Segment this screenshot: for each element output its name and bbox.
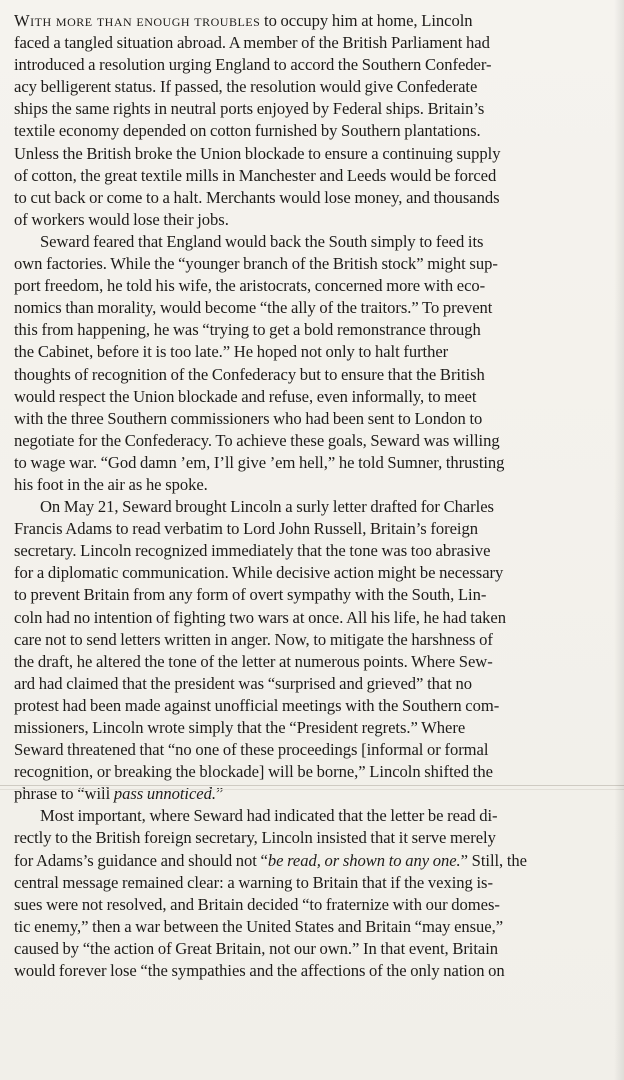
italic-run: be read, or shown to any one. — [267, 850, 461, 870]
text-line: with the three Southern commissioners who had been sent to London to — [14, 408, 483, 428]
text-run: ” — [215, 784, 224, 804]
text-line: this from happening, he was “trying to get a bold remonstrance through — [14, 320, 481, 340]
text-line: Most important, where Seward had indicated that the letter be read di- — [40, 806, 498, 826]
small-caps-lead-in: With more than enough troubles — [14, 11, 261, 30]
text-line: would respect the Union blockade and refuse, even informally, to meet — [14, 386, 477, 406]
text-line: On May 21, Seward brought Lincoln a surly letter drafted for Charles — [40, 497, 494, 517]
text-line: his foot in the air as he spoke. — [14, 474, 208, 494]
text-line: faced a tangled situation abroad. A member of the British Parliament had — [14, 33, 490, 53]
text-line: care not to send letters written in anger. Now, to mitigate the harshness of — [14, 629, 493, 649]
text-line: of workers would lose their jobs. — [14, 209, 229, 229]
italic-run: pass unnoticed. — [113, 784, 216, 804]
text-line: tic enemy,” then a war between the United States and Britain “may ensue,” — [14, 916, 504, 936]
text-line: ard had claimed that the president was “surprised and grieved” that no — [14, 673, 472, 693]
text-line: to cut back or come to a halt. Merchants would lose money, and thousands — [14, 187, 500, 207]
text-line: protest had been made against unofficial meetings with the Southern com- — [14, 695, 500, 715]
page-edge-shadow — [614, 0, 624, 1080]
page-fold-line — [0, 785, 624, 790]
text-line: Seward feared that England would back the South simply to feed its — [40, 231, 484, 251]
text-line: rectly to the British foreign secretary, Lincoln insisted that it serve merely — [14, 828, 496, 848]
text-line: nomics than morality, would become “the ally of the traitors.” To prevent — [14, 298, 493, 318]
text-line: the Cabinet, before it is too late.” He hoped not only to halt further — [14, 342, 449, 362]
text-line: Francis Adams to read verbatim to Lord John Russell, Britain’s foreign — [14, 519, 478, 539]
text-line: coln had no intention of fighting two wars at once. All his life, he had taken — [14, 607, 506, 627]
text-line: ships the same rights in neutral ports enjoyed by Federal ships. Britain’s — [14, 99, 485, 119]
text-line: caused by “the action of Great Britain, not our own.” In that event, Britain — [14, 938, 499, 958]
text-line: textile economy depended on cotton furnished by Southern plantations. — [14, 121, 481, 141]
text-run: for Adams’s guidance and should not “ — [14, 850, 268, 870]
text-line: sues were not resolved, and Britain decided “to fraternize with our domes- — [14, 894, 500, 914]
text-line: recognition, or breaking the blockade] will be borne,” Lincoln shifted the — [14, 762, 493, 782]
body-text — [14, 10, 618, 982]
text-line: would forever lose “the sympathies and the affections of the only nation on — [14, 961, 505, 981]
text-line: introduced a resolution urging England to accord the Southern Confeder- — [14, 55, 492, 75]
text-line: Unless the British broke the Union blockade to ensure a continuing supply — [14, 143, 501, 163]
text-line — [14, 850, 618, 872]
text-line: acy belligerent status. If passed, the resolution would give Confederate — [14, 77, 478, 97]
text-line: port freedom, he told his wife, the aristocrats, concerned more with eco- — [14, 276, 486, 296]
text-line: the draft, he altered the tone of the letter at numerous points. Where Sew- — [14, 651, 493, 671]
text-run: phrase to “will — [14, 784, 114, 804]
text-line: missioners, Lincoln wrote simply that the “President regrets.” Where — [14, 718, 466, 737]
text-line: central message remained clear: a warning to Britain that if the vexing is- — [14, 872, 493, 892]
text-line: to wage war. “God damn ’em, I’ll give ’em hell,” he told Sumner, thrusting — [14, 452, 505, 472]
text-line: for a diplomatic communication. While decisive action might be necessary — [14, 563, 504, 583]
text-line: Seward threatened that “no one of these proceedings [informal or formal — [14, 740, 489, 760]
text-line — [14, 10, 618, 32]
text-run: ” Still, the — [460, 850, 527, 870]
text-line: thoughts of recognition of the Confederacy but to ensure that the British — [14, 364, 485, 384]
text-line: of cotton, the great textile mills in Manchester and Leeds would be forced — [14, 165, 497, 185]
text-line: secretary. Lincoln recognized immediately that the tone was too abrasive — [14, 541, 491, 561]
text-line: negotiate for the Confederacy. To achieve these goals, Seward was willing — [14, 430, 500, 450]
text-run: to occupy him at home, Lincoln — [260, 11, 473, 30]
text-line: own factories. While the “younger branch of the British stock” might sup- — [14, 254, 498, 274]
text-line: to prevent Britain from any form of overt sympathy with the South, Lin- — [14, 585, 487, 605]
